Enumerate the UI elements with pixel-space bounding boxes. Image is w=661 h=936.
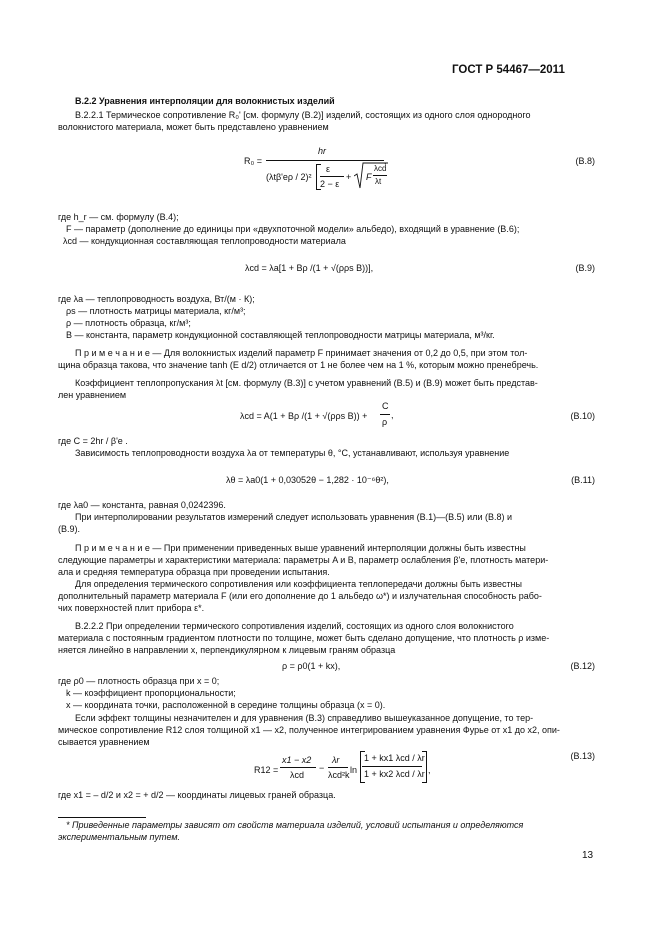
equation-b12: ρ = ρ0(1 + kx),: [282, 661, 341, 671]
fraction-bar: [320, 176, 344, 177]
fraction-numerator: 1 + kx1 λcd / λr: [364, 753, 425, 763]
note-line: щина образца такова, что значение tanh (E d/2) отличается от 1 не более чем на 1 %, которым можно пренебречь.: [58, 360, 539, 370]
definition-line: λcd — кондукционная составляющая теплопроводности материала: [63, 236, 346, 246]
note-line: ала и средняя температура образца при проведении испытания.: [58, 567, 330, 577]
equation-number: (B.13): [570, 751, 595, 761]
minus-sign: −: [319, 763, 325, 773]
fraction-bar: [373, 175, 387, 176]
note-line: чих поверхностей плит прибора ε*.: [58, 603, 205, 613]
paragraph-line: При интерполировании результатов измерений следует использовать уравнения (B.1)—(B.5) или (B.8) и: [75, 512, 513, 522]
page-number: 13: [582, 850, 594, 861]
paragraph-line: мическое сопротивление R12 слоя толщиной x1 — x2, полученное интегрированием уравнения Фурье от x1 до x2, опи-: [58, 725, 560, 735]
fraction-denominator: 1 + kx2 λcd / λr: [364, 769, 425, 779]
equation-number: (B.9): [575, 263, 595, 273]
paragraph-line: B.2.2.2 При определении термического сопротивления изделий, состоящих из одного слоя волокнистого: [75, 621, 514, 631]
equation-number: (B.11): [571, 475, 595, 485]
fraction-numerator: λr: [332, 755, 340, 765]
equation-term: ln: [350, 765, 358, 775]
definition-line: ρ — плотность образца, кг/м³;: [66, 318, 191, 328]
definition-line: где λa — теплопроводность воздуха, Вт/(м · К);: [58, 294, 255, 304]
fraction-numerator: C: [382, 401, 389, 411]
equation-lhs: R₀ =: [244, 156, 262, 166]
comma: ,: [391, 410, 394, 420]
note-line: дополнительный параметр материала F (или его дополнение до 1 альбедо ω*) и излучательная способность рабо-: [58, 591, 542, 601]
fraction-bar: [266, 160, 384, 161]
note-line: Для определения термического сопротивления или коэффициента теплопередачи должны быть известны: [75, 579, 523, 589]
definition-line: x — координата точки, расположенной в середине толщины образца (x = 0).: [66, 700, 386, 710]
definition-line: где ρ0 — плотность образца при x = 0;: [58, 676, 220, 686]
definition-line: где λa0 — константа, равная 0,0242396.: [58, 500, 226, 510]
paragraph-line: материала с постоянным градиентом плотности по толщине, может быть сделано допущение, что плотность ρ изме-: [58, 633, 550, 643]
paragraph-line: B.2.2.1 Термическое сопротивление R₀' [см. формулу (B.2)] изделий, состоящих из одного слоя однородного: [75, 110, 531, 120]
equation-b9: λcd = λa[1 + Bρ /(1 + √(ρρs B))],: [245, 263, 374, 273]
definition-line: где h_r — см. формулу (B.4);: [58, 212, 179, 222]
bracket: [422, 751, 427, 783]
comma: ,: [384, 156, 387, 166]
comma: ,: [428, 765, 431, 775]
definition-line: B — константа, параметр кондукционной составляющей теплопроводности матрицы материала, м³/кг.: [66, 330, 495, 340]
equation-body: λcd = A(1 + Bρ /(1 + √(ρρs B)) +: [240, 411, 368, 421]
plus-sign: +: [346, 172, 352, 182]
fraction-denominator: λt: [375, 177, 382, 186]
equation-lhs: R12 =: [254, 765, 279, 775]
document-header: ГОСТ Р 54467—2011: [452, 64, 565, 76]
fraction-numerator: hr: [318, 146, 327, 156]
note-line: следующие параметры и характеристики материала: параметры A и B, параметр ослабления β'e, плотность матери-: [58, 555, 549, 565]
fraction-denominator: λcd: [290, 770, 305, 780]
fraction-bar: [362, 766, 422, 767]
note-line: П р и м е ч а н и е — Для волокнистых изделий параметр F принимает значения от 0,2 до 0,5, при этом тол-: [75, 348, 528, 358]
note-line: П р и м е ч а н и е — При применении приведенных выше уравнений интерполяции должны быть известны: [75, 543, 526, 553]
fraction-denominator: 2 − ε: [320, 179, 340, 189]
paragraph-line: няется линейно в направлении x, перпендикулярном к лицевым граням образца: [58, 645, 396, 655]
definition-line: k — коэффициент пропорциональности;: [66, 688, 236, 698]
fraction-bar: [380, 414, 390, 415]
footnote-separator: [58, 817, 146, 818]
equation-number: (B.10): [570, 411, 595, 421]
fraction-bar: [280, 767, 316, 768]
fraction-denominator: (λtβ'eρ / 2)²: [266, 172, 312, 182]
definition-line: где C = 2hr / β'e .: [58, 436, 128, 446]
equation-number: (B.12): [570, 661, 595, 671]
equation-term: F: [366, 172, 372, 182]
footnote-line: экспериментальным путем.: [58, 832, 181, 842]
fraction-denominator: λcd²k: [328, 770, 350, 780]
paragraph-line: Если эффект толщины незначителен и для уравнения (B.3) справедливо вышеуказанное допущение, то тер-: [75, 713, 534, 723]
paragraph-line: волокнистого материала, может быть представлено уравнением: [58, 122, 329, 132]
footnote-line: * Приведенные параметры зависят от свойств материала изделий, условий испытания и определяются: [66, 820, 524, 830]
fraction-numerator: ε: [326, 164, 331, 174]
fraction-numerator: x1 − x2: [282, 755, 312, 765]
paragraph-line: Коэффициент теплопропускания λt [см. формулу (B.3)] с учетом уравнений (B.5) и (B.9) может быть представ-: [75, 378, 538, 388]
definition-line: где x1 = – d/2 и x2 = + d/2 — координаты лицевых граней образца.: [58, 790, 336, 800]
section-title: B.2.2 Уравнения интерполяции для волокнистых изделий: [75, 96, 335, 106]
equation-b11: λθ = λa0(1 + 0,03052θ − 1,282 · 10⁻⁶θ²),: [226, 475, 389, 485]
fraction-bar: [328, 767, 348, 768]
fraction-numerator: λcd: [374, 164, 387, 173]
equation-number: (B.8): [575, 156, 595, 166]
paragraph-line: Зависимость теплопроводности воздуха λa от температуры θ, °C, устанавливают, используя уравнение: [75, 448, 510, 458]
definition-line: ρs — плотность матрицы материала, кг/м³;: [66, 306, 246, 316]
paragraph-line: (B.9).: [58, 524, 81, 534]
definition-line: F — параметр (дополнение до единицы при «двухпоточной модели» альбедо), входящий в уравнение (B.6);: [66, 224, 520, 234]
fraction-denominator: ρ: [382, 417, 388, 427]
paragraph-line: сывается уравнением: [58, 737, 150, 747]
paragraph-line: лен уравнением: [58, 390, 127, 400]
